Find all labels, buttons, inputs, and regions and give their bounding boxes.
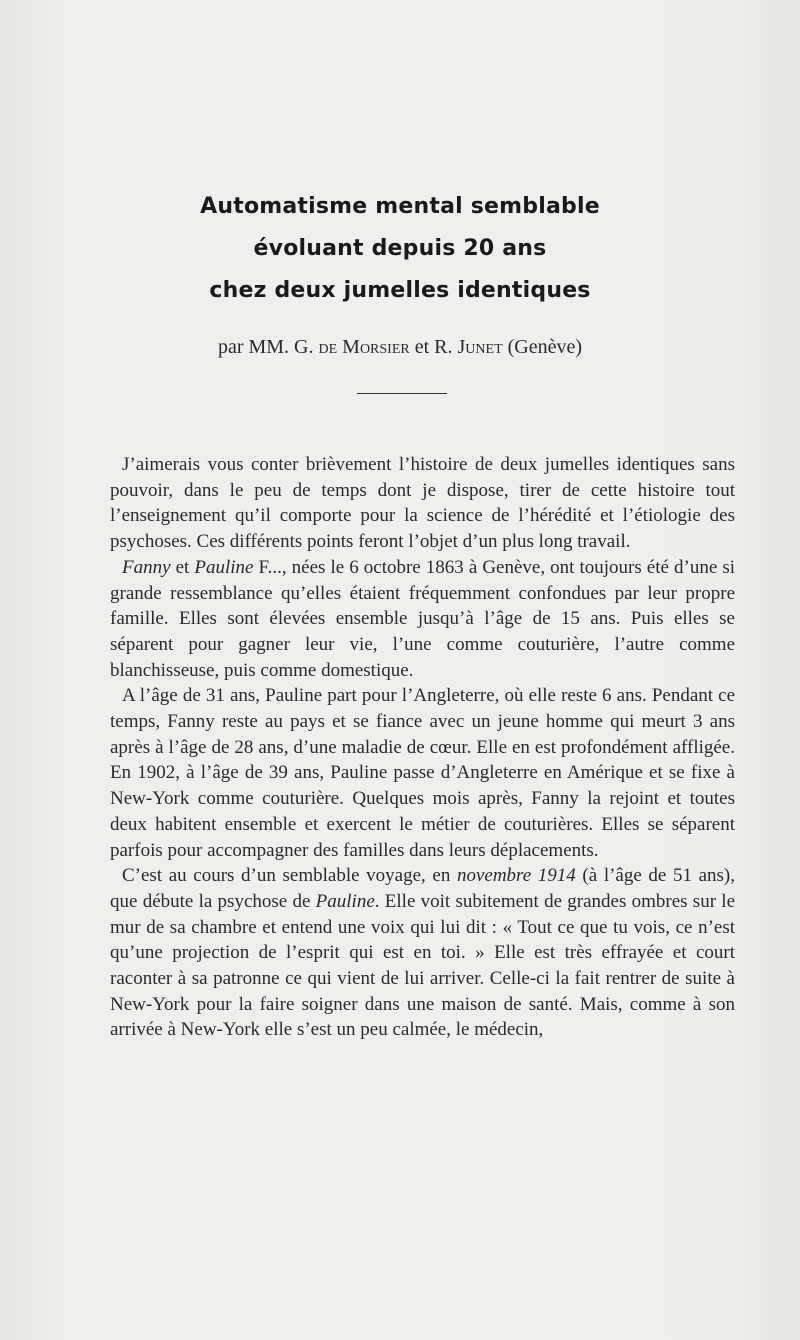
separator-rule bbox=[357, 393, 447, 394]
name-pauline: Pauline bbox=[194, 556, 254, 578]
article-body bbox=[110, 452, 735, 1043]
title-line-2: évoluant depuis 20 ans bbox=[253, 236, 547, 261]
paragraph-4-c: . Elle voit subitement de grandes ombres sur le mur de sa chambre et entend une voix qui lui dit : « Tout ce que tu vois, ce n’est qu’une projection de l’esprit qui est en toi. » Elle est très effrayée et court raconter à sa patronne ce qui vient de lui arriver. Celle-ci la fait rentrer de suite à New-York pour la faire soigner dans une maison de santé. Mais, comme à son arrivée à New-York elle s’est un peu calmée, le médecin, bbox=[110, 890, 735, 1041]
paragraph-1: J’aimerais vous conter brièvement l’histoire de deux jumelles identiques sans pouvoir, dans le peu de temps dont je dispose, tirer de cette histoire tout l’enseignement qu’il comporte pour la science de l’hérédité et l’étiologie des psychoses. Ces différents points feront l’objet d’un plus long travail. bbox=[110, 454, 735, 553]
byline-suffix: (Genève) bbox=[502, 336, 583, 358]
paragraph-3: A l’âge de 31 ans, Pauline part pour l’Angleterre, où elle reste 6 ans. Pendant ce temps, Fanny reste au pays et se fiance avec un jeune homme qui meurt 3 ans après à l’âge de 28 ans, d’une maladie de cœur. Elle en est profondément affligée. En 1902, à l’âge de 39 ans, Pauline passe d’Angleterre en Amérique et se fixe à New-York comme couturière. Quelques mois après, Fanny la rejoint et toutes deux habitent ensemble et exercent le métier de couturières. Elles se séparent parfois pour accompagner des familles dans leurs déplacements. bbox=[110, 685, 735, 861]
title-line-1: Automatisme mental semblable bbox=[200, 194, 600, 219]
paragraph-4 bbox=[110, 863, 735, 1043]
title-line-3: chez deux jumelles identiques bbox=[209, 278, 591, 303]
paragraph-2-text: F..., nées le 6 octobre 1863 à Genève, ont toujours été d’une si grande ressemblance qu’elles étaient fréquemment confondues par leur propre famille. Elles sont élevées ensemble jusqu’à l’âge de 15 ans. Puis elles se séparent pour gagner leur vie, l’une comme couturière, l’autre comme blanchisseuse, puis comme domestique. bbox=[110, 556, 735, 681]
author-2: Junet bbox=[457, 336, 503, 358]
paragraph-2-et: et bbox=[170, 556, 195, 578]
paragraph-2 bbox=[110, 555, 735, 684]
author-1: de Morsier bbox=[318, 336, 410, 358]
name-pauline-2: Pauline bbox=[315, 890, 375, 912]
paragraph-4-b: (à l’âge de 51 ans), que débute la psychose de bbox=[110, 865, 735, 912]
byline-prefix: par MM. G. bbox=[217, 336, 319, 358]
byline bbox=[0, 336, 800, 359]
paragraph-4-a: C’est au cours d’un semblable voyage, en bbox=[122, 865, 457, 887]
date-onset: novembre 1914 bbox=[456, 865, 576, 887]
name-fanny: Fanny bbox=[122, 556, 171, 578]
byline-connector: et R. bbox=[409, 336, 458, 358]
